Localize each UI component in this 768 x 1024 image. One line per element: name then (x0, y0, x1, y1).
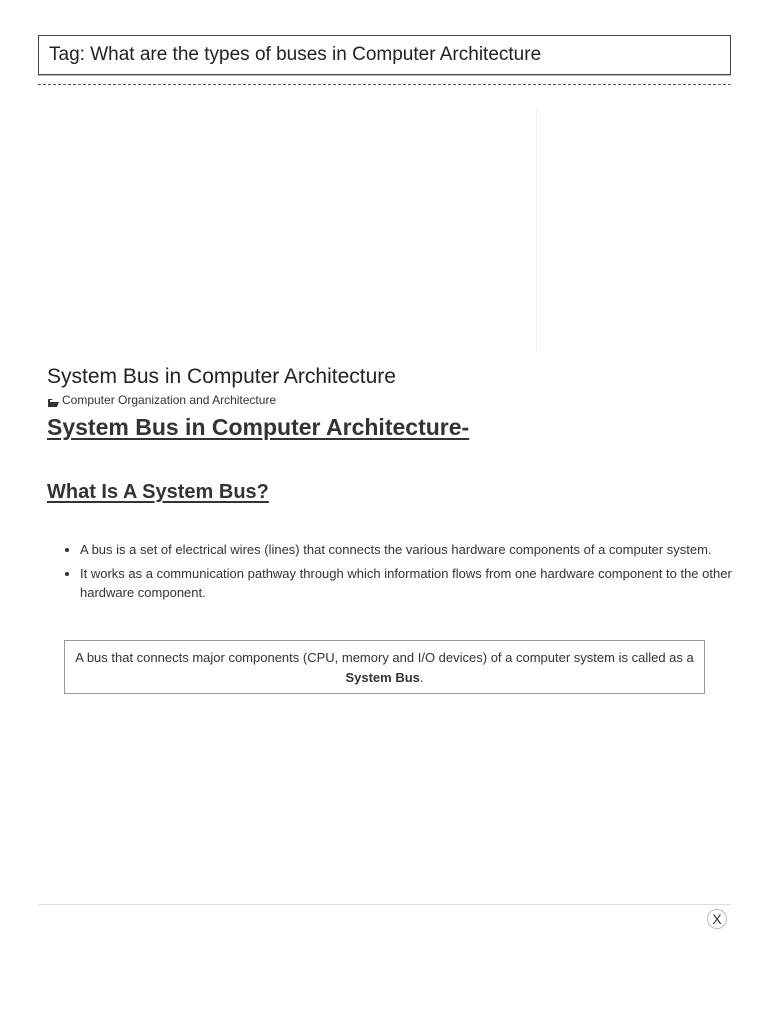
archive-tag-title: Tag: What are the types of buses in Computer Architecture (49, 44, 542, 65)
ad-area-divider (536, 108, 537, 352)
definition-list (48, 540, 768, 607)
note-text: A bus that connects major components (CPU, memory and I/O devices) of a computer system is called as a (75, 650, 694, 665)
article-sub-heading: What Is A System Bus? (47, 481, 269, 503)
definition-note-box (64, 640, 705, 694)
post-category-meta (48, 393, 276, 407)
category-link[interactable]: Computer Organization and Architecture (62, 393, 277, 407)
post-title-link[interactable]: System Bus in Computer Architecture (47, 365, 396, 388)
list-item: • It works as a communication pathway through which information flows from one hardware component to the other hardware component. (80, 564, 768, 602)
close-label: X (712, 911, 722, 927)
note-suffix: . (419, 670, 424, 685)
list-item: • A bus is a set of electrical wires (lines) that connects the various hardware components of a computer system. (80, 540, 768, 559)
close-ad-button[interactable] (707, 909, 727, 929)
folder-icon (48, 396, 59, 404)
archive-tag-header (38, 35, 731, 75)
header-divider (38, 84, 731, 85)
article-main-heading: System Bus in Computer Architecture- (47, 414, 470, 440)
note-bold-term: System Bus (345, 670, 420, 685)
sticky-ad-divider (38, 904, 731, 905)
